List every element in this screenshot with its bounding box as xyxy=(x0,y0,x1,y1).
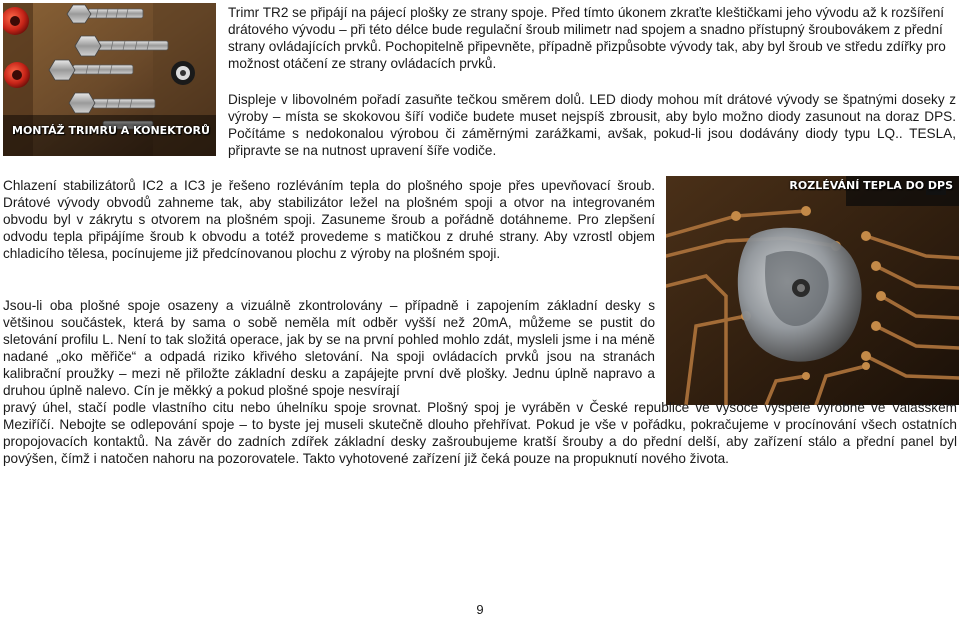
photo-caption-trimmer: MONTÁŽ TRIMRU A KONEKTORŮ xyxy=(12,124,210,137)
paragraph-profile-soldering-continued: pravý úhel, stačí podle vlastního citu nebo úhelníku spoje srovnat. Plošný spoj je vyráběn v České republice ve vysoce vyspělé výrobně ve Valašském Meziříčí. Nebojte se odlepování spoje – to byste jej museli skutečně dlouho přehřívat. Pokud je vše v pořádku, pokračujeme v procínování všech ostatních propojovacích kontaktů. Na závěr do zadních zdířek základní desky zašroubujeme kratší šrouby a do přední delší, aby zařízení stálo a přední panel byl povýšen, čímž i natočen nahoru na pozorovatele. Takto vyhotovené zařízení již čeká pouze na propuknutí nového života. xyxy=(3,400,957,466)
photo-caption-heat: ROZLÉVÁNÍ TEPLA DO DPS xyxy=(789,179,953,192)
paragraph-profile-soldering: Jsou-li oba plošné spoje osazeny a vizuálně zkontrolovány – případně i zapojením základní desky s většinou součástek, která by sama o sobě neměla mít odběr vyšší než 20mA, můžeme se pustit do sletování profilu L. Není to tak složitá operace, jak by se na první pohled mohlo zdát, mysleli jsme i na méně nadané „oko měřiče“ a odpadá riziko křivého sletování. Na spoji ovládacích prvků jsou na stranách kalibrační proužky – mezi ně přiložte základní desku a zapájejte první dvě plošky. Jednu úplně napravo a druhou úplně nalevo. Cín je měkký a pokud plošné spoje nesvírají xyxy=(3,298,655,398)
photo-heat-spreading-pcb xyxy=(666,176,959,405)
paragraph-stabilizer-cooling: Chlazení stabilizátorů IC2 a IC3 je řešeno rozléváním tepla do plošného spoje přes upevňovací šroub. Drátové vývody obvodů zahneme tak, aby stabilizátor ležel na plošném spoji a otvor na integrovaném obvodu byl v zákrytu s otvorem na plošném spoji. Zasuneme šroub a pořádně dotáhneme. Pro zlepšení odvodu tepla připájíme šroub k obvodu a totéž provedeme s matičkou z druhé strany. Aby vzrostl objem chladicího tělesa, pocínujeme již předcínovanou plochu z výroby na plošném spoji. xyxy=(3,178,655,261)
photo-pcb-illustration xyxy=(666,176,959,405)
photo-trimmer-connectors xyxy=(3,3,216,156)
page-number: 9 xyxy=(476,602,484,617)
paragraph-trimmer-mounting: Trimr TR2 se připájí na pájecí plošky ze strany spoje. Před tímto úkonem zkraťte kleštičkami jeho vývodu až k rozšíření drátového vývodu – při této délce bude regulační šroub milimetr nad spojem a snadno přístupný šroubovákem z přední strany ovládajících prvků. Pochopitelně připevněte, případně přizpůsobte vývody tak, aby byl šroub ve středu zdířky pro možnost otáčení ze strany ovládacích prvků. xyxy=(228,5,946,71)
paragraph-displays-leds: Displeje v libovolném pořadí zasuňte tečkou směrem dolů. LED diody mohou mít drátové vývody se špatnými doseky z výroby – místa se skokovou šíří vodiče budete muset nejspíš zbrousit, aby bylo možno diody zasunout na doraz DPS. Počítáme s nedokonalou výrobou či záměrnými zarážkami, avšak, pokud-li jsou dodávány diody typu LQ.. TESLA, připravte se na nutnost upravení šíře vodiče. xyxy=(228,92,956,158)
